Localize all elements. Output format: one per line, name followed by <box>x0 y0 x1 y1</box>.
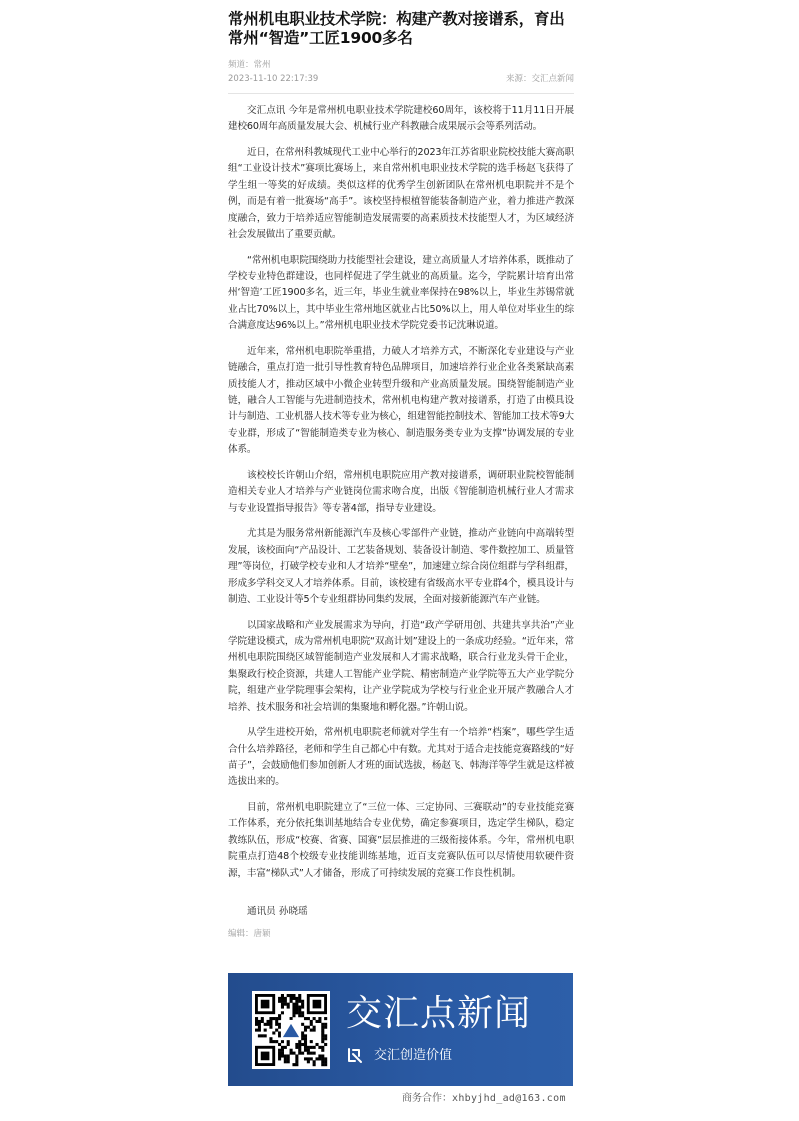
qr-module <box>321 1057 324 1060</box>
qr-module <box>313 1000 322 1009</box>
qr-module <box>281 1046 284 1049</box>
qr-module <box>278 1043 281 1046</box>
qr-module <box>321 1037 324 1040</box>
qr-module <box>301 1034 304 1037</box>
qr-module <box>284 1003 287 1006</box>
article-meta <box>228 73 574 85</box>
qr-module <box>304 1043 307 1046</box>
qr-module <box>298 1014 301 1017</box>
qr-module <box>298 1011 301 1014</box>
qr-module <box>321 1040 324 1043</box>
qr-module <box>258 1029 261 1032</box>
qr-module <box>298 1006 301 1009</box>
qr-module <box>287 1040 290 1043</box>
qr-module <box>278 1014 281 1017</box>
qr-module <box>258 1026 261 1029</box>
qr-module <box>321 1046 324 1049</box>
qr-module <box>313 1017 316 1020</box>
qr-module <box>264 1029 267 1032</box>
qr-module <box>281 994 284 997</box>
qr-module <box>298 1043 301 1046</box>
banner-slogan-row <box>346 1047 452 1065</box>
qr-module <box>313 1026 316 1029</box>
qr-module <box>313 1060 316 1063</box>
qr-module <box>318 1054 321 1057</box>
article-paragraph: 交汇点讯 今年是常州机电职业技术学院建校60周年，该校将于11月11日开展建校60周年高质量发展大会、机械行业产科教融合成果展示会等系列活动。 <box>228 105 574 133</box>
qr-module <box>267 1023 270 1026</box>
qr-module <box>298 1008 301 1011</box>
qr-module <box>318 1017 321 1020</box>
qr-module <box>307 1049 310 1052</box>
qr-module <box>281 1000 284 1003</box>
qr-module <box>287 1043 290 1046</box>
qr-module <box>301 1023 304 1026</box>
qr-module <box>281 1040 284 1043</box>
article-body <box>228 103 574 882</box>
qr-module <box>290 1049 293 1052</box>
qr-module <box>295 1000 298 1003</box>
qr-module <box>284 1054 287 1057</box>
qr-module <box>301 1006 304 1009</box>
qr-module <box>301 1037 304 1040</box>
qr-module <box>284 1000 287 1003</box>
qr-module <box>281 1006 284 1009</box>
qr-module <box>295 1063 298 1066</box>
article-datetime: 2023-11-10 22:17:39 <box>228 74 319 84</box>
qr-module <box>321 1060 324 1063</box>
qr-module <box>292 997 295 1000</box>
article-paragraph: 该校校长许朝山介绍，常州机电职院应用产教对接谱系，调研职业院校智能制造相关专业人才培养与产业链岗位需求吻合度，出版《智能制造机械行业人才需求与专业设置指导报告》等专著4部，指导专业建设。 <box>228 469 574 514</box>
qr-module <box>290 1000 293 1003</box>
qr-module <box>261 1052 270 1061</box>
qr-module <box>321 1034 324 1037</box>
qr-module <box>281 1003 284 1006</box>
qr-code-icon <box>252 991 330 1069</box>
article-paragraph: 从学生进校开始，常州机电职院老师就对学生有一个培养“档案”，哪些学生适合什么培养路径，老师和学生自己都心中有数。尤其对于适合走技能竞赛路线的“好苗子”，会鼓励他们参加创新人才班的面试选拔，杨赵飞、韩海洋等学生就是这样被选拔出来的。 <box>228 727 574 788</box>
qr-module <box>261 1017 264 1020</box>
banner-slogan: 交汇创造价值 <box>374 1048 453 1063</box>
qr-module <box>324 1017 327 1020</box>
qr-module <box>321 1054 324 1057</box>
article-paragraph: “常州机电职院围绕助力技能型社会建设，建立高质量人才培养体系，既推动了学校专业特色群建设，也同样促进了学生就业的高质量。迄今，学院累计培育出常州‘智造’工匠1900多名，近三年，毕业生就业率保持在98%以上，毕业生苏锡常就业占比70%以上，其中毕业生常州地区就业占比50%以上，用人单位对毕业生的综合满意度达96%以上。”常州机电职业技术学院党委书记沈琳说道。 <box>228 254 574 332</box>
qr-module <box>310 1023 313 1026</box>
qr-module <box>275 1023 278 1026</box>
qr-module <box>304 1049 307 1052</box>
qr-module <box>269 1026 272 1029</box>
qr-module <box>324 1023 327 1026</box>
qr-module <box>301 1031 304 1034</box>
qr-module <box>313 1029 316 1032</box>
qr-module <box>269 1023 272 1026</box>
qr-module <box>313 1052 316 1055</box>
article-paragraph: 近年来，常州机电职院举重措，力破人才培养方式，不断深化专业建设与产业链融合，重点打造一批引导性教育特色品牌项目，加速培养行业企业各类紧缺高素质技能人才，推动区域中小微企业转型升级和产业高质量发展。围绕智能制造产业链，融合人工智能与先进制造技术，常州机电构建产教对接谱系，打造了由模具设计与制造、工业机器人技术等专业为核心，组建智能控制技术、智能加工技术等9大专业群，形成了“智能制造类专业为核心、制造服务类专业为支撑”协调发展的专业体系。 <box>228 345 574 456</box>
qr-module <box>290 997 293 1000</box>
qr-module <box>255 1029 258 1032</box>
qr-module <box>301 1014 304 1017</box>
qr-module <box>267 1020 270 1023</box>
qr-module <box>304 1026 307 1029</box>
article-paragraph: 尤其是为服务常州新能源汽车及核心零部件产业链，推动产业链向中高端转型发展，该校面向“产品设计、工艺装备规划、装备设计制造、零件数控加工、质量管理”等岗位，打破学校专业和人才培养“壁垒”，加速建立综合岗位组群与学科组群，形成多学科交叉人才培养体系。目前，该校建有省级高水平专业群4个，模具设计与制造、工业设计等5个专业组群协同集约发展，全面对接新能源汽车产业链。 <box>228 528 574 605</box>
qr-module <box>304 1034 307 1037</box>
qr-module <box>298 1040 301 1043</box>
qr-module <box>292 994 295 997</box>
article-editor: 编辑：唐颖 <box>228 928 271 939</box>
qr-module <box>281 1054 284 1057</box>
qr-module <box>295 1060 298 1063</box>
qr-module <box>284 1057 287 1060</box>
qr-module <box>301 1003 304 1006</box>
qr-module <box>281 1011 284 1014</box>
qr-module <box>324 1057 327 1060</box>
qr-module <box>269 1020 272 1023</box>
qr-module <box>275 1020 278 1023</box>
banner-brand-name: 交汇点新闻 <box>346 993 532 1034</box>
qr-module <box>307 1026 310 1029</box>
qr-module <box>278 1054 281 1057</box>
qr-module <box>281 1052 284 1055</box>
qr-module <box>292 1063 295 1066</box>
meta-divider <box>228 93 574 94</box>
qr-module <box>278 1034 281 1037</box>
qr-module <box>278 1017 281 1020</box>
qr-module <box>261 1000 270 1009</box>
jiaohuidian-logo-icon <box>346 1047 364 1065</box>
qr-module <box>272 1031 275 1034</box>
qr-module <box>261 1034 264 1037</box>
qr-module <box>275 1040 278 1043</box>
qr-module <box>313 1063 316 1066</box>
qr-module <box>321 1026 324 1029</box>
qr-module <box>310 1057 313 1060</box>
qr-module <box>310 1052 313 1055</box>
qr-module <box>255 1020 258 1023</box>
qr-module <box>290 1017 293 1020</box>
article-channel: 频道：常州 <box>228 60 271 70</box>
qr-module <box>292 1052 295 1055</box>
qr-module <box>298 1046 301 1049</box>
qr-module <box>304 1017 307 1020</box>
qr-module <box>324 1037 327 1040</box>
qr-module <box>298 994 301 997</box>
qr-module <box>292 1014 295 1017</box>
qr-module <box>321 1031 324 1034</box>
qr-module <box>310 1040 313 1043</box>
qr-module <box>310 1020 313 1023</box>
article <box>228 10 574 940</box>
qr-module <box>287 1060 290 1063</box>
qr-module <box>304 1046 307 1049</box>
qr-module <box>307 1057 310 1060</box>
qr-module <box>295 1054 298 1057</box>
qr-module <box>310 1029 313 1032</box>
qr-module <box>324 1043 327 1046</box>
qr-module <box>284 997 287 1000</box>
qr-module <box>318 1046 321 1049</box>
qr-module <box>301 1052 304 1055</box>
qr-module <box>278 1023 281 1026</box>
qr-module <box>269 1017 272 1020</box>
qr-module <box>292 1008 295 1011</box>
qr-module <box>290 1052 293 1055</box>
article-reporter: 通讯员 孙晓瑶 <box>247 905 308 917</box>
qr-module <box>264 1023 267 1026</box>
qr-module <box>298 1049 301 1052</box>
qr-module <box>324 1034 327 1037</box>
article-title: 常州机电职业技术学院：构建产教对接谱系，育出常州“智造”工匠1900多名 <box>228 10 565 47</box>
qr-module <box>301 1011 304 1014</box>
qr-module <box>292 1006 295 1009</box>
qr-module <box>298 1000 301 1003</box>
qr-module <box>278 1057 281 1060</box>
qr-module <box>272 1017 275 1020</box>
qr-module <box>321 1063 324 1066</box>
qr-module <box>261 1020 264 1023</box>
qr-module <box>287 1006 290 1009</box>
qr-module <box>295 997 298 1000</box>
qr-module <box>307 1017 310 1020</box>
qr-module <box>281 997 284 1000</box>
qr-module <box>275 1029 278 1032</box>
qr-module <box>258 1023 261 1026</box>
qr-module <box>264 1034 267 1037</box>
qr-module <box>287 994 290 997</box>
qr-module <box>301 1043 304 1046</box>
qr-module <box>295 1046 298 1049</box>
qr-module <box>310 1046 313 1049</box>
qr-module <box>304 1037 307 1040</box>
qr-module <box>304 1057 307 1060</box>
qr-module <box>284 1060 287 1063</box>
qr-module <box>324 1026 327 1029</box>
qr-module <box>295 1043 298 1046</box>
qr-module <box>287 1054 290 1057</box>
qr-module <box>278 1000 281 1003</box>
article-paragraph: 以国家战略和产业发展需求为导向，打造“政产学研用创、共建共享共治”产业学院建设模式，成为常州机电职院“双高计划”建设上的一条成功经验。“近年来，常州机电职院围绕区域智能制造产业发展和人才需求战略，联合行业龙头骨干企业，集聚政行校企资源，共建人工智能产业学院、精密制造产业学院等五大产业学院分院，组建产业学院理事会架构，让产业学院成为学校与行业企业开展产教融合人才培养、技术服务和社会培训的集聚地和孵化器。”许朝山说。 <box>228 619 574 713</box>
qr-module <box>313 1046 316 1049</box>
ad-contact-email[interactable]: xhbyjhd_ad@163.com <box>452 1093 566 1104</box>
qr-module <box>307 1052 310 1055</box>
qr-module <box>287 1003 290 1006</box>
qr-module <box>295 1006 298 1009</box>
qr-module <box>304 1040 307 1043</box>
qr-module <box>269 1040 272 1043</box>
qr-module <box>292 1003 295 1006</box>
qr-module <box>315 1057 318 1060</box>
qr-module <box>315 1020 318 1023</box>
qr-module <box>292 1011 295 1014</box>
qr-module <box>307 1060 310 1063</box>
qr-module <box>258 1020 261 1023</box>
qr-module <box>278 1031 281 1034</box>
qr-module <box>255 1017 258 1020</box>
app-download-banner[interactable] <box>228 973 573 1086</box>
qr-module <box>295 1011 298 1014</box>
qr-module <box>321 1049 324 1052</box>
article-source: 来源：交汇点新闻 <box>505 74 574 84</box>
qr-module <box>321 1029 324 1032</box>
qr-module <box>278 1026 281 1029</box>
qr-module <box>295 1057 298 1060</box>
qr-module <box>284 1046 287 1049</box>
qr-module <box>258 1034 261 1037</box>
qr-module <box>278 1052 281 1055</box>
article-paragraph: 近日，在常州科教城现代工业中心举行的2023年江苏省职业院校技能大赛高职组“工业设计技术”赛项比赛场上，来自常州机电职业技术学院的选手杨赵飞获得了学生组一等奖的好成绩。类似这样的优秀学生创新团队在常州机电职院并不是个例，而是有着一批赛场“高手”。该校坚持根植智能装备制造产业，着力推进产教深度融合，致力于培养适应智能制造发展需要的高素质技术技能型人才，为区域经济社会发展做出了重要贡献。 <box>228 147 574 241</box>
qr-module <box>298 1052 301 1055</box>
qr-module <box>307 1046 310 1049</box>
qr-module <box>255 1023 258 1026</box>
qr-module <box>318 1057 321 1060</box>
qr-module <box>281 1049 284 1052</box>
qr-module <box>278 1049 281 1052</box>
article-paragraph: 目前，常州机电职院建立了“三位一体、三定协同、三赛联动”的专业技能竞赛工作体系，充分依托集训基地结合专业优势，确定参赛项目，选定学生梯队，稳定教练队伍，形成“校赛、省赛、国赛”层层推进的三级衔接体系。今年，常州机电职院重点打造48个校级专业技能训练基地，近百支竞赛队伍可以尽情使用软硬件资源，丰富“梯队式”人才储备，形成了可持续发展的竞赛工作良性机制。 <box>228 801 574 879</box>
ad-contact <box>402 1092 566 1106</box>
ad-contact-label: 商务合作： <box>402 1093 452 1104</box>
qr-module <box>295 1008 298 1011</box>
qr-module <box>304 1029 307 1032</box>
qr-module <box>295 1003 298 1006</box>
qr-module <box>290 994 293 997</box>
qr-module <box>269 1037 272 1040</box>
qr-module <box>318 1020 321 1023</box>
qr-module <box>324 1060 327 1063</box>
qr-module <box>324 1063 327 1066</box>
qr-module <box>287 1057 290 1060</box>
qr-module <box>275 1017 278 1020</box>
qr-module <box>272 1040 275 1043</box>
qr-module <box>315 1043 318 1046</box>
qr-module <box>301 1000 304 1003</box>
qr-module <box>321 1023 324 1026</box>
qr-module <box>278 997 281 1000</box>
qr-module <box>298 997 301 1000</box>
